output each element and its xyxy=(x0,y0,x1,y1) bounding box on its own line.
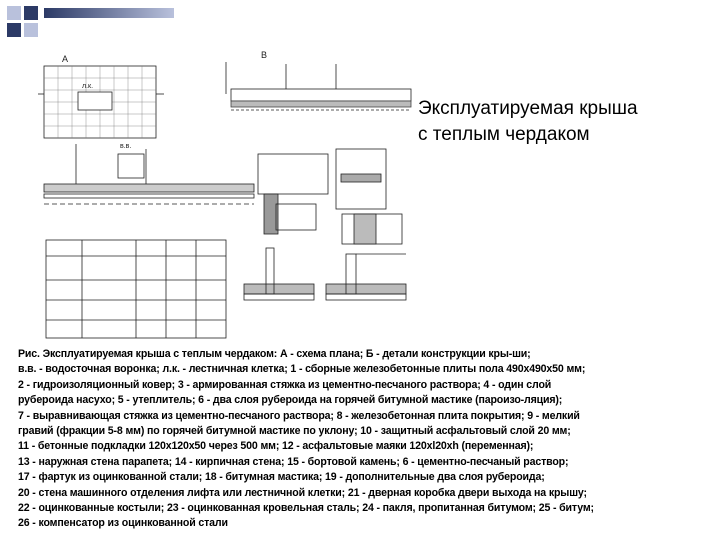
caption-line: гравий (фракции 5-8 мм) по горячей битумной мастике по уклону; 10 - защитный асфальтовый слой 20 мм; xyxy=(18,425,571,438)
caption-line: 11 - бетонные подкладки 120х120х50 через 500 мм; 12 - асфальтовые маяки 120хl20хh (переменная); xyxy=(18,440,534,453)
figure-caption xyxy=(18,347,708,532)
caption-line: в.в. - водосточная воронка; л.к. - лестничная клетка; 1 - сборные железобетонные плиты пола 490х490х50 мм; xyxy=(18,363,586,376)
caption-line: 7 - выравнивающая стяжка из цементно-песчаного раствора; 8 - железобетонная плита покрытия; 9 - мелкий xyxy=(18,409,580,422)
caption-line: 17 - фартук из оцинкованной стали; 18 - битумная мастика; 19 - дополнительные два слоя рубероида; xyxy=(18,471,545,484)
vv-label: в.в. xyxy=(120,143,132,150)
deco-square xyxy=(7,23,21,37)
plan-label: А xyxy=(62,54,69,64)
caption-line: 22 - оцинкованные костыли; 23 - оцинкованная кровельная сталь; 24 - пакля, пропитанная битумом; 25 - битум; xyxy=(18,502,594,515)
title-line-1: Эксплуатируемая крыша xyxy=(418,98,638,119)
slide-title xyxy=(418,96,708,148)
deco-square xyxy=(24,23,38,37)
lk-label: л.к. xyxy=(82,83,94,90)
roof-construction-drawing xyxy=(36,44,416,344)
caption-line: 26 - компенсатор из оцинкованной стали xyxy=(18,517,228,530)
caption-line: рубероида насухо; 5 - утеплитель; 6 - два слоя рубероида на горячей битумной мастике (пароизо-ляция); xyxy=(18,394,563,407)
caption-line: 13 - наружная стена парапета; 14 - кирпичная стена; 15 - бортовой камень; 6 - цементно-песчаный раствор; xyxy=(18,455,569,468)
details-label: В xyxy=(261,50,268,60)
caption-line: 2 - гидроизоляционный ковер; 3 - армированная стяжка из цементно-песчаного раствора; 4 - один слой xyxy=(18,378,552,391)
deco-bar xyxy=(44,8,174,18)
deco-square xyxy=(7,6,21,20)
corner-decoration xyxy=(0,0,180,40)
caption-line: Рис. Эксплуатируемая крыша с теплым чердаком: А - схема плана; Б - детали конструкции кры-ши; xyxy=(18,348,531,360)
title-line-2: с теплым чердаком xyxy=(418,124,590,145)
deco-square xyxy=(24,6,38,20)
caption-line: 20 - стена машинного отделения лифта или лестничной клетки; 21 - дверная коробка двери выхода на крышу; xyxy=(18,486,587,499)
